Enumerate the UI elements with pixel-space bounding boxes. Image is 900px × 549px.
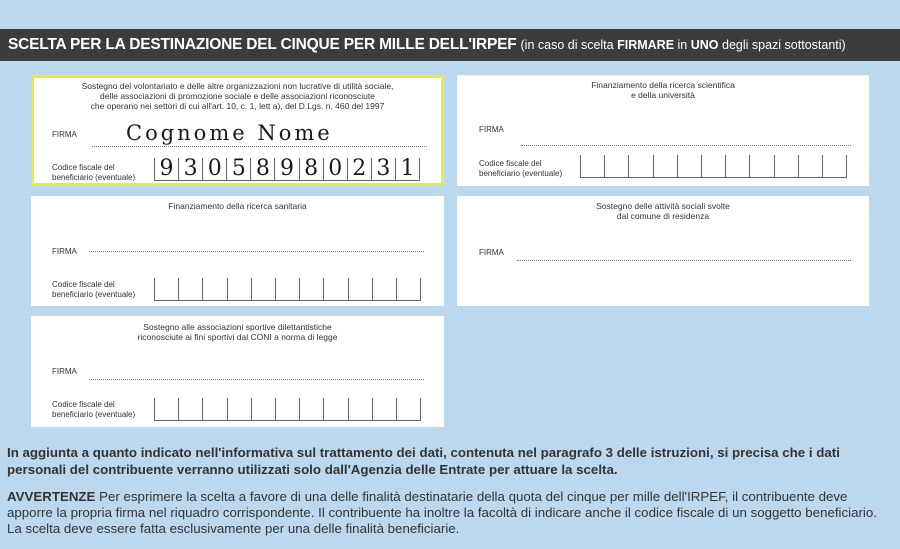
section-header	[0, 29, 900, 61]
firma-field[interactable]	[92, 146, 427, 147]
cf-digit: 5	[226, 158, 250, 180]
cf-digit: 8	[299, 158, 323, 180]
cf-field[interactable]	[580, 155, 847, 178]
cf-label: Codice fiscale del beneficiario (eventuale)	[52, 163, 136, 182]
firma-field[interactable]	[521, 145, 851, 146]
box-attivita-sociali-title: Sostegno delle attività sociali svolte dal comune di residenza	[596, 201, 730, 221]
box-attivita-sociali	[457, 196, 869, 306]
cf-digit: 0	[202, 158, 226, 180]
cf-digit: 2	[347, 158, 371, 180]
cf-digit: 1	[395, 158, 420, 180]
firma-label: FIRMA	[52, 367, 77, 376]
box-sportive-title: Sostegno alle associazioni sportive dilettantistiche riconosciute ai fini sportivi dal CONI a norma di legge	[137, 322, 338, 342]
cf-field[interactable]	[154, 278, 421, 301]
cf-digit: 9	[274, 158, 298, 180]
box-ricerca-sanitaria	[31, 196, 444, 306]
privacy-notice: In aggiunta a quanto indicato nell'informativa sul trattamento dei dati, contenuta nel paragrafo 3 delle istruzioni, si precisa che i dati personali del contribuente verranno utilizzati solo dall'Agenzia delle Entrate per attuare la scelta.	[7, 445, 840, 477]
section-instruction: (in caso di scelta FIRMARE in UNO degli spazi sottostanti)	[520, 38, 846, 52]
firma-label: FIRMA	[52, 130, 77, 139]
firma-label: FIRMA	[479, 125, 504, 134]
firma-field[interactable]	[517, 260, 851, 261]
avvertenze-text: Per esprimere la scelta a favore di una delle finalità destinatarie della quota del cinque per mille dell'IRPEF, il contribuente deve apporre la propria firma nel riquadro corrispondente. Il contribuente ha inoltre la facoltà di indicare anche il codice fiscale di un soggetto beneficiario. La scelta deve essere fatta esclusivamente per una delle finalità beneficiarie.	[7, 489, 877, 536]
signature-text: Cognome Nome	[126, 121, 333, 145]
box-volontariato	[31, 75, 444, 186]
section-title: SCELTA PER LA DESTINAZIONE DEL CINQUE PER MILLE DELL'IRPEF	[8, 36, 517, 53]
cf-label: Codice fiscale del beneficiario (eventuale)	[479, 159, 563, 178]
cf-field[interactable]	[154, 398, 421, 421]
firma-field[interactable]	[89, 379, 424, 380]
box-volontariato-title: Sostegno del volontariato e delle altre organizzazioni non lucrative di utilità sociale, delle associazioni di promozione sociale e delle associazioni riconosciute che operano nei settori di cui all'art. 10, c. 1, lett a), del D.Lgs. n. 460 del 1997	[81, 81, 394, 111]
cf-label: Codice fiscale del beneficiario (eventuale)	[52, 400, 136, 419]
box-ricerca-scientifica	[457, 75, 869, 186]
firma-label: FIRMA	[479, 248, 504, 257]
box-ricerca-scientifica-title: Finanziamento della ricerca scientifica e della università	[591, 80, 735, 100]
cf-digit: 3	[371, 158, 395, 180]
cf-digit: 3	[178, 158, 202, 180]
avvertenze-notice	[7, 489, 895, 537]
avvertenze-label: AVVERTENZE	[7, 489, 96, 504]
cf-digit: 8	[250, 158, 274, 180]
cf-field[interactable]	[154, 158, 420, 181]
cf-digit: 0	[323, 158, 347, 180]
firma-field[interactable]	[89, 251, 424, 252]
box-ricerca-sanitaria-title: Finanziamento della ricerca sanitaria	[168, 201, 307, 211]
cf-digit: 9	[154, 158, 178, 180]
cf-label: Codice fiscale del beneficiario (eventuale)	[52, 280, 136, 299]
box-sportive	[31, 316, 444, 427]
firma-label: FIRMA	[52, 247, 77, 256]
